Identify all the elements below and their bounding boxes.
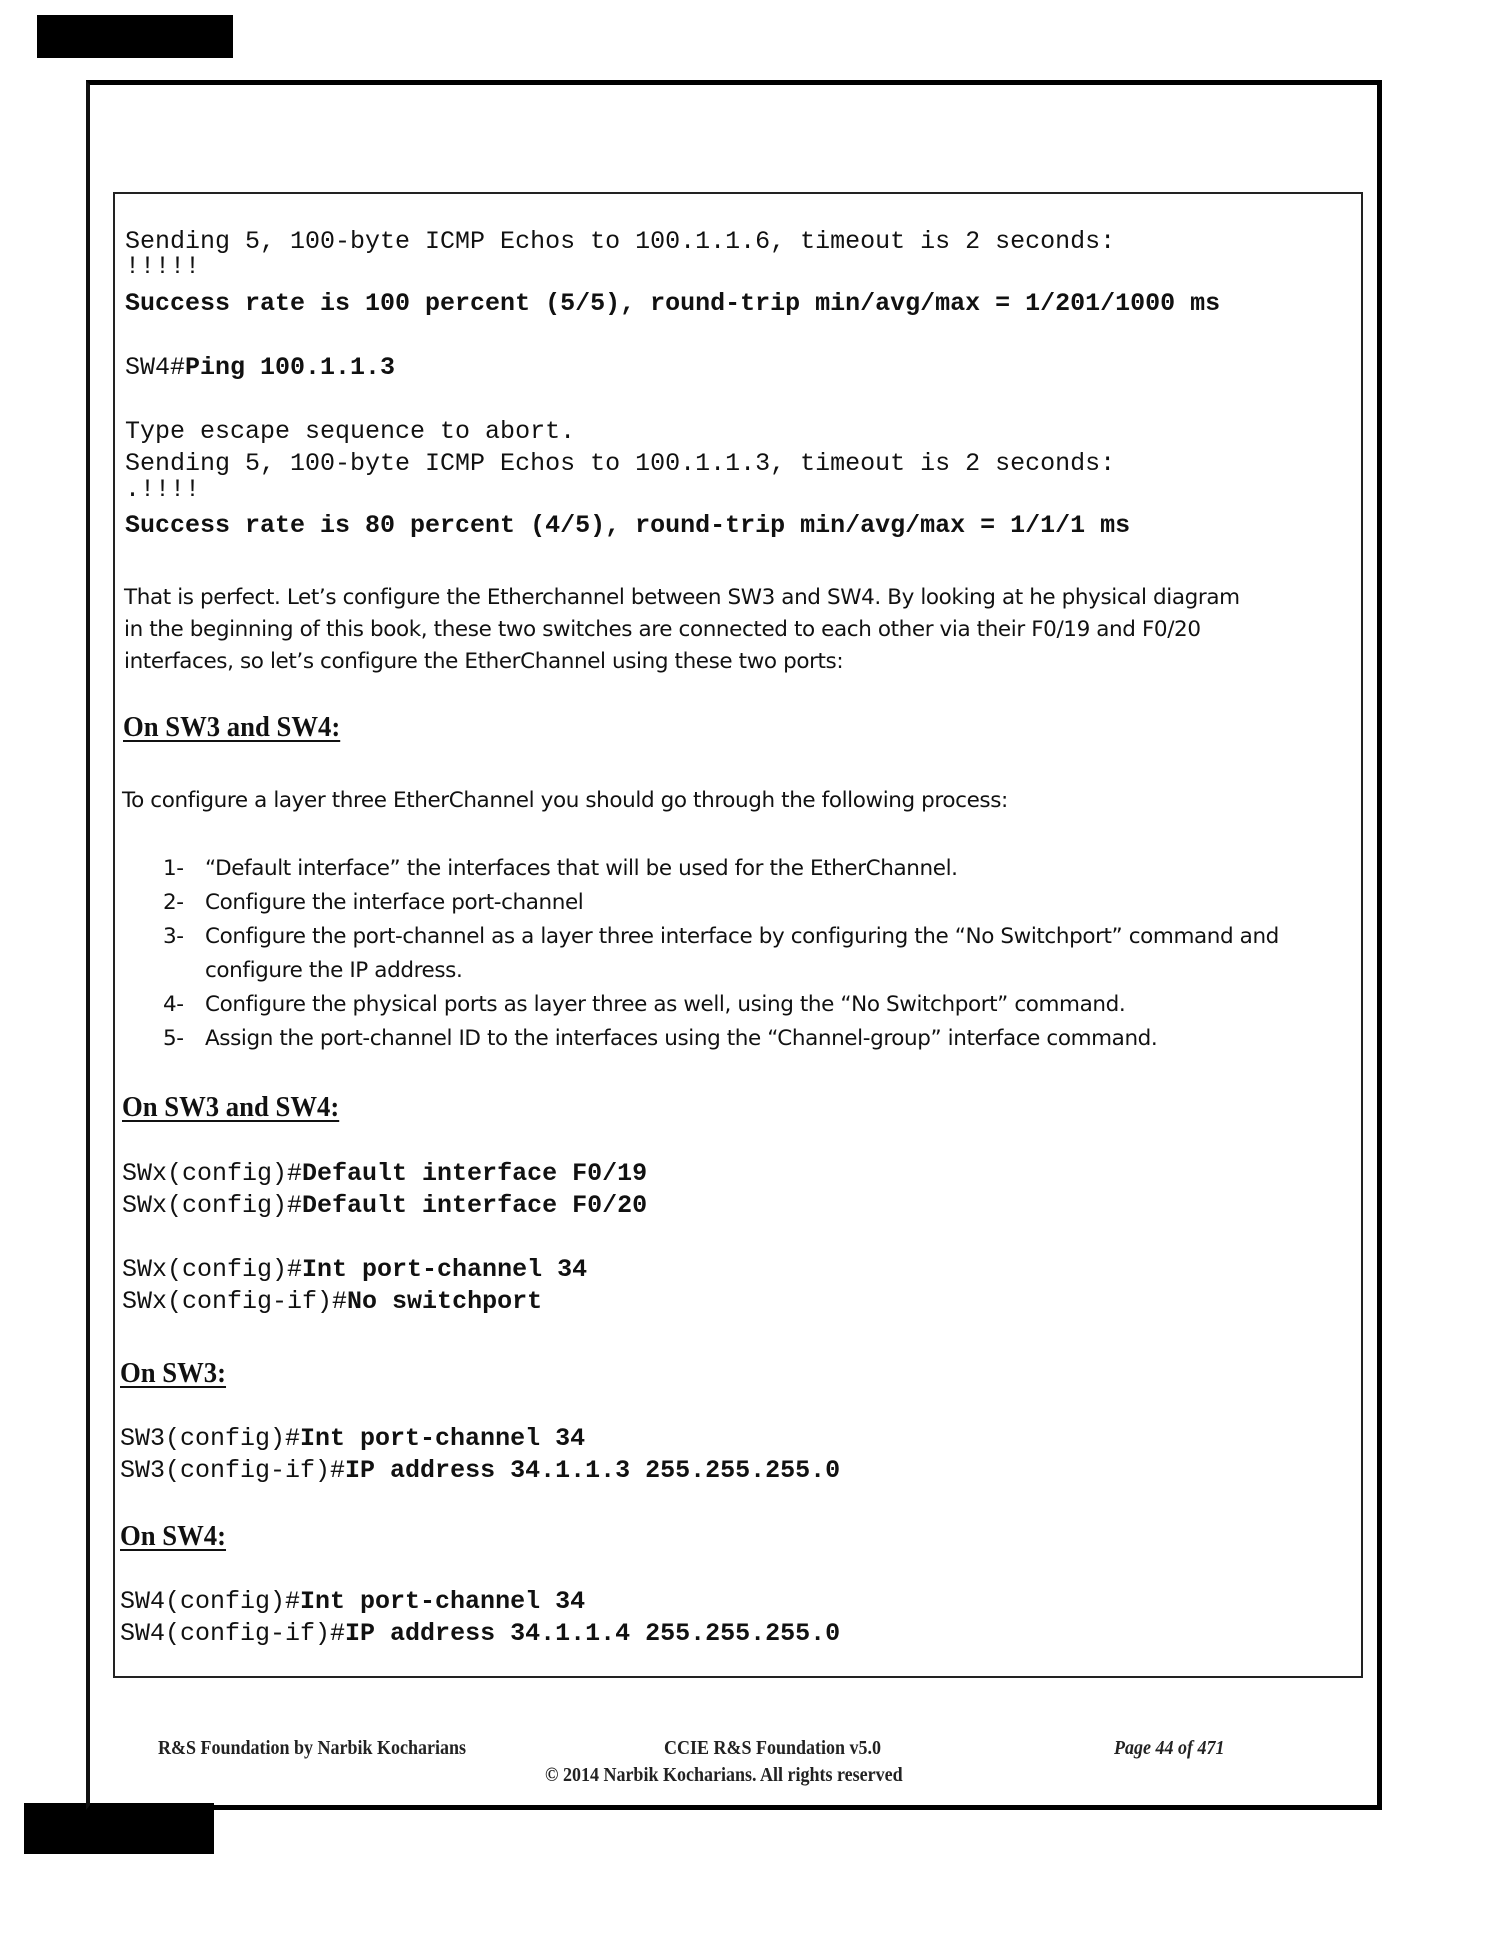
- step-number: 2-: [163, 890, 184, 915]
- footer-center: CCIE R&S Foundation v5.0: [664, 1737, 882, 1759]
- step-text: “Default interface” the interfaces that will be used for the EtherChannel.: [205, 856, 958, 881]
- config-line: [122, 1286, 542, 1317]
- section-1-intro: To configure a layer three EtherChannel you should go through the following process:: [122, 788, 1008, 813]
- step-number: 3-: [163, 924, 184, 949]
- process-steps-list: [163, 852, 1353, 1056]
- config-line: [120, 1618, 840, 1649]
- config-command: IP address 34.1.1.4 255.255.255.0: [345, 1619, 841, 1648]
- redaction-block-bottom: [24, 1803, 214, 1854]
- intro-line-2: in the beginning of this book, these two switches are connected to each other via their F0/19 and F0/20: [124, 617, 1201, 642]
- step-number: 5-: [163, 1026, 184, 1051]
- step-text: Assign the port-channel ID to the interfaces using the “Channel-group” interface command.: [205, 1026, 1158, 1051]
- config-command: Default interface F0/20: [302, 1191, 648, 1220]
- ping2-escape-line: Type escape sequence to abort.: [125, 417, 576, 446]
- ping1-sending-line: Sending 5, 100-byte ICMP Echos to 100.1.1.6, timeout is 2 seconds:: [125, 227, 1116, 256]
- config-command: IP address 34.1.1.3 255.255.255.0: [345, 1456, 841, 1485]
- section-3-heading: On SW3:: [120, 1357, 227, 1389]
- config-prompt: SWx(config-if)#: [122, 1287, 348, 1316]
- config-line: [122, 1190, 647, 1221]
- config-command: Int port-channel 34: [302, 1255, 588, 1284]
- config-prompt: SW4(config-if)#: [120, 1619, 346, 1648]
- config-command: Int port-channel 34: [300, 1587, 586, 1616]
- step-item: [163, 886, 1353, 920]
- step-text: Configure the interface port-channel: [205, 890, 584, 915]
- config-prompt: SW3(config)#: [120, 1424, 301, 1453]
- step-item: [163, 852, 1353, 886]
- config-prompt: SW4(config)#: [120, 1587, 301, 1616]
- config-prompt: SWx(config)#: [122, 1255, 303, 1284]
- step-item: [163, 920, 1353, 988]
- step-text: Configure the port-channel as a layer three interface by configuring the “No Switchport” command and configure the IP address.: [205, 924, 1279, 983]
- config-command: Int port-channel 34: [300, 1424, 586, 1453]
- section-4-heading: On SW4:: [120, 1520, 227, 1552]
- step-number: 4-: [163, 992, 184, 1017]
- config-prompt: SW3(config-if)#: [120, 1456, 346, 1485]
- footer-left: R&S Foundation by Narbik Kocharians: [158, 1737, 467, 1759]
- ping-command: Ping 100.1.1.3: [185, 353, 396, 382]
- config-line: [122, 1254, 587, 1285]
- ping2-sending-line: Sending 5, 100-byte ICMP Echos to 100.1.1.3, timeout is 2 seconds:: [125, 449, 1116, 478]
- config-command: Default interface F0/19: [302, 1159, 648, 1188]
- ping2-success-line: Success rate is 80 percent (4/5), round-trip min/avg/max = 1/1/1 ms: [125, 511, 1131, 540]
- config-line: [122, 1158, 647, 1189]
- ping1-success-line: Success rate is 100 percent (5/5), round-trip min/avg/max = 1/201/1000 ms: [125, 289, 1221, 318]
- step-item: [163, 1022, 1353, 1056]
- step-item: [163, 988, 1353, 1022]
- config-prompt: SWx(config)#: [122, 1191, 303, 1220]
- footer-copyright: © 2014 Narbik Kocharians. All rights reserved: [545, 1764, 903, 1786]
- step-number: 1-: [163, 856, 184, 881]
- ping2-result-marks: .!!!!: [125, 475, 201, 504]
- ping1-result-marks: !!!!!: [125, 252, 201, 281]
- config-line: [120, 1423, 585, 1454]
- section-1-heading: On SW3 and SW4:: [123, 711, 341, 743]
- step-text: Configure the physical ports as layer three as well, using the “No Switchport” command.: [205, 992, 1126, 1017]
- intro-line-1: That is perfect. Let’s configure the Etherchannel between SW3 and SW4. By looking at he physical diagram: [124, 585, 1240, 610]
- ping-command-line: [125, 352, 395, 383]
- footer-page-number: Page 44 of 471: [1114, 1737, 1225, 1759]
- config-command: No switchport: [347, 1287, 543, 1316]
- intro-paragraph: [124, 582, 1354, 678]
- ping-prompt: SW4#: [125, 353, 186, 382]
- redaction-block-top: [37, 15, 233, 58]
- config-prompt: SWx(config)#: [122, 1159, 303, 1188]
- intro-line-3: interfaces, so let’s configure the EtherChannel using these two ports:: [124, 649, 844, 674]
- config-line: [120, 1586, 585, 1617]
- config-line: [120, 1455, 840, 1486]
- section-2-heading: On SW3 and SW4:: [122, 1091, 340, 1123]
